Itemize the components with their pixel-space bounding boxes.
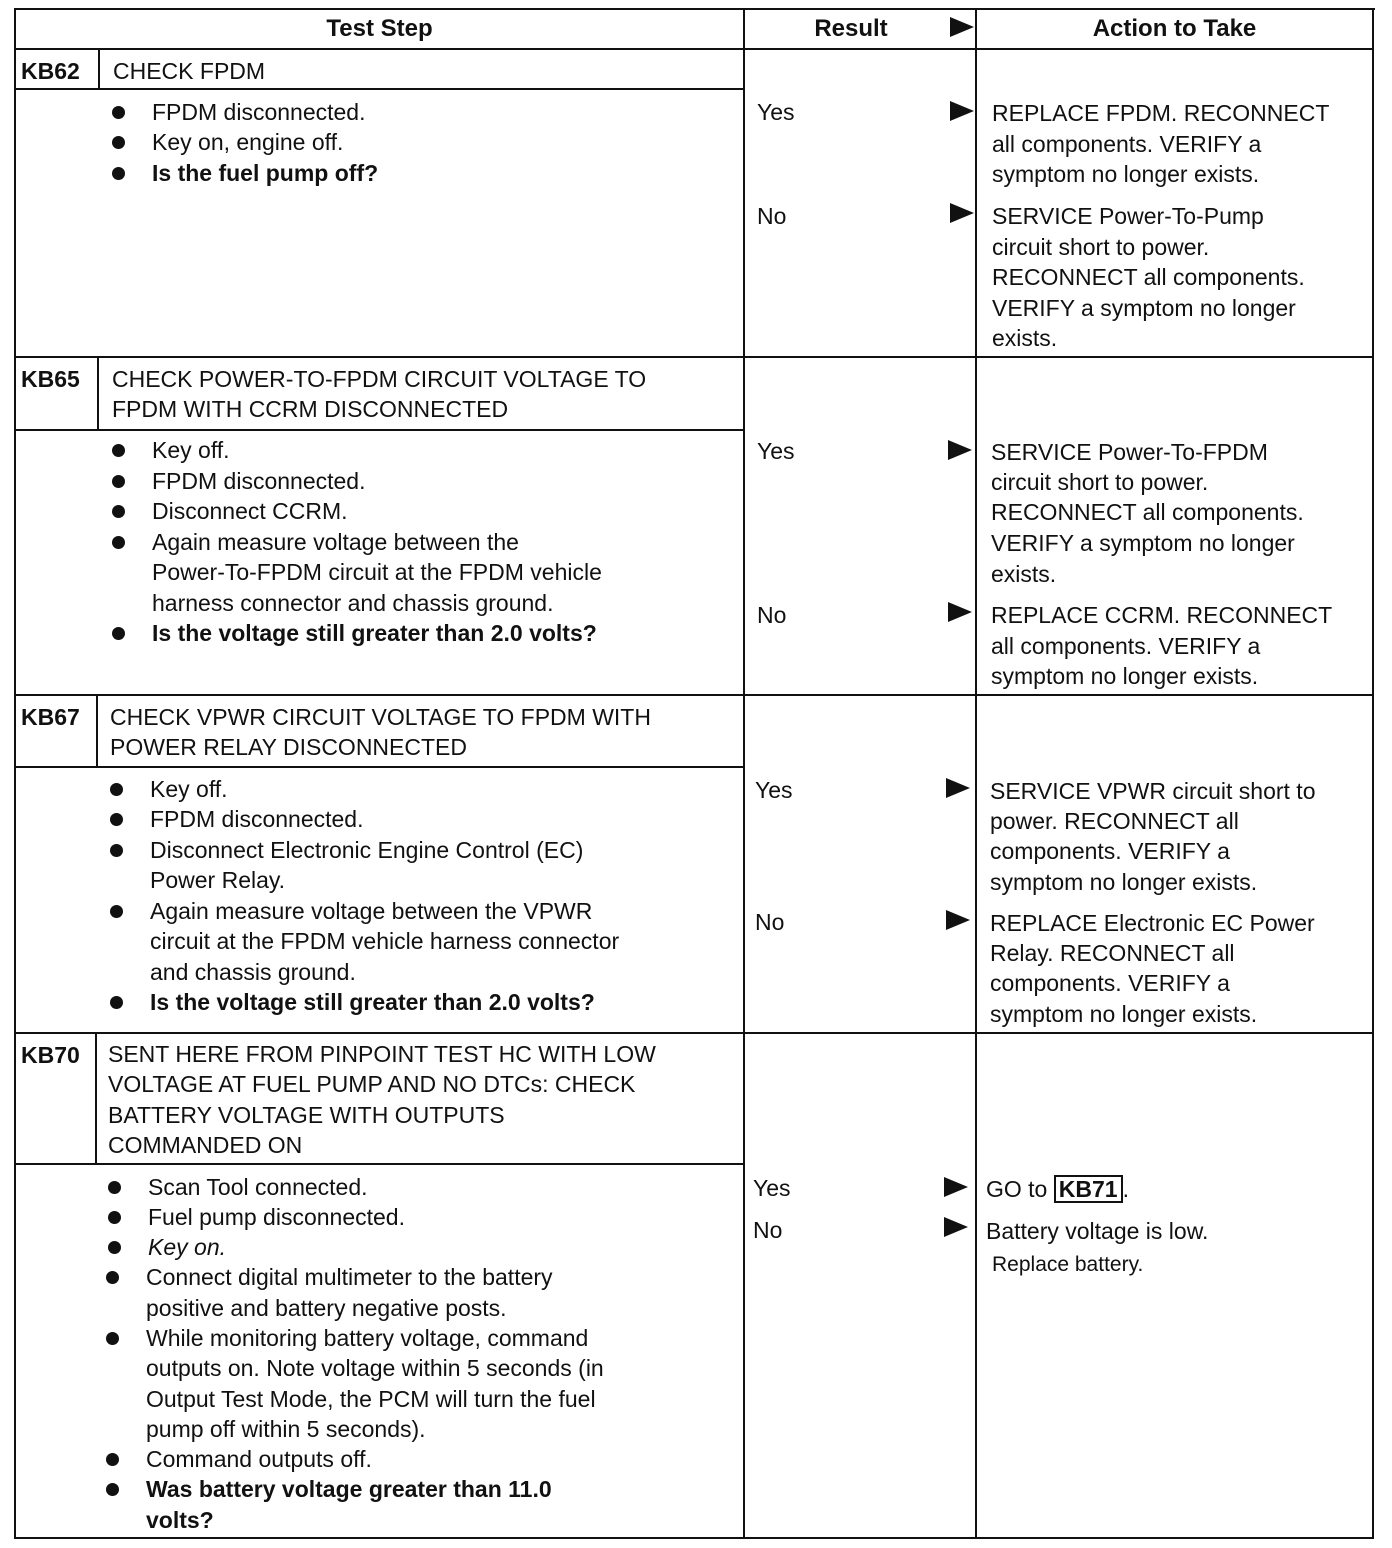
action-line: RECONNECT all components. <box>991 499 1304 525</box>
step-title: FPDM WITH CCRM DISCONNECTED <box>112 396 509 422</box>
bullet-icon <box>112 627 125 640</box>
section-divider <box>14 1032 1374 1034</box>
action-line: circuit short to power. <box>992 234 1210 260</box>
bullet-icon <box>112 106 125 119</box>
result-no: No <box>757 602 787 628</box>
step-question: Is the fuel pump off? <box>152 160 379 186</box>
action-line: RECONNECT all components. <box>992 264 1305 290</box>
bullet-icon <box>110 996 123 1009</box>
step-bullet: Power-To-FPDM circuit at the FPDM vehicle <box>152 559 602 585</box>
action-line: exists. <box>991 561 1057 587</box>
step-question: volts? <box>146 1507 214 1533</box>
bullet-icon <box>110 844 123 857</box>
action-line: symptom no longer exists. <box>992 161 1260 187</box>
step-bullet: FPDM disconnected. <box>152 99 366 125</box>
step-title: SENT HERE FROM PINPOINT TEST HC WITH LOW <box>108 1041 656 1067</box>
step-title: CHECK FPDM <box>113 58 266 84</box>
section-divider <box>14 694 1374 696</box>
step-title: CHECK POWER-TO-FPDM CIRCUIT VOLTAGE TO <box>112 366 647 392</box>
result-no: No <box>753 1217 783 1243</box>
action-line: all components. VERIFY a <box>992 131 1262 157</box>
action-line: REPLACE Electronic EC Power <box>990 910 1315 936</box>
step-bullet: Key on, engine off. <box>152 129 344 155</box>
step-bullet: Key off. <box>152 437 230 463</box>
bullet-icon <box>112 444 125 457</box>
col-divider-action <box>975 8 977 1539</box>
arrow-icon <box>944 1177 968 1197</box>
arrow-icon <box>946 778 970 798</box>
step-bullet: Again measure voltage between the <box>152 529 519 555</box>
step-bullet: Key on. <box>148 1234 226 1260</box>
bullet-icon <box>110 783 123 796</box>
step-bullet: Disconnect CCRM. <box>152 498 348 524</box>
step-title: COMMANDED ON <box>108 1132 303 1158</box>
table-border-top <box>14 8 1375 10</box>
id-cell-divider <box>96 694 98 768</box>
bullet-icon <box>112 136 125 149</box>
title-underline <box>14 429 743 431</box>
step-bullet: outputs on. Note voltage within 5 seconds (in <box>146 1355 604 1381</box>
bullet-icon <box>108 1211 121 1224</box>
result-no: No <box>757 203 787 229</box>
bullet-icon <box>106 1332 119 1345</box>
step-question: Is the voltage still greater than 2.0 volts? <box>152 620 597 646</box>
step-reference-link[interactable]: KB71 <box>1054 1175 1123 1203</box>
id-cell-divider <box>97 356 99 430</box>
action-line: VERIFY a symptom no longer <box>991 530 1295 556</box>
action-line: SERVICE Power-To-FPDM <box>991 439 1268 465</box>
bullet-icon <box>106 1483 119 1496</box>
step-bullet: positive and battery negative posts. <box>146 1295 507 1321</box>
result-yes: Yes <box>755 777 793 803</box>
bullet-icon <box>106 1453 119 1466</box>
action-line: VERIFY a symptom no longer <box>992 295 1296 321</box>
bullet-icon <box>110 813 123 826</box>
step-bullet: FPDM disconnected. <box>152 468 366 494</box>
title-underline <box>14 1163 743 1165</box>
step-id: KB70 <box>21 1042 80 1068</box>
action-period: . <box>1122 1176 1129 1202</box>
step-bullet: pump off within 5 seconds). <box>146 1416 426 1442</box>
title-underline <box>14 88 743 90</box>
action-line: Battery voltage is low. <box>986 1218 1209 1244</box>
table-border-right <box>1372 8 1374 1539</box>
step-bullet: Again measure voltage between the VPWR <box>150 898 593 924</box>
action-line: components. VERIFY a <box>990 838 1230 864</box>
step-bullet: Scan Tool connected. <box>148 1174 368 1200</box>
action-go-to: GO to <box>986 1176 1048 1202</box>
header-test-step: Test Step <box>326 15 433 42</box>
id-cell-divider <box>95 1032 97 1165</box>
table-border-bottom <box>14 1537 1374 1539</box>
action-line: all components. VERIFY a <box>991 633 1261 659</box>
action-line: Relay. RECONNECT all <box>990 940 1235 966</box>
action-line: REPLACE CCRM. RECONNECT <box>991 602 1333 628</box>
result-yes: Yes <box>753 1175 791 1201</box>
action-line: symptom no longer exists. <box>990 1001 1258 1027</box>
arrow-icon <box>944 1217 968 1237</box>
step-question: Is the voltage still greater than 2.0 volts? <box>150 989 595 1015</box>
action-line: circuit short to power. <box>991 469 1209 495</box>
step-id: KB65 <box>21 366 80 392</box>
bullet-icon <box>112 475 125 488</box>
bullet-icon <box>108 1241 121 1254</box>
bullet-icon <box>108 1181 121 1194</box>
arrow-icon <box>946 910 970 930</box>
step-bullet: and chassis ground. <box>150 959 356 985</box>
step-title: BATTERY VOLTAGE WITH OUTPUTS <box>108 1102 505 1128</box>
action-line: exists. <box>992 325 1058 351</box>
bullet-icon <box>106 1271 119 1284</box>
header-arrow-icon <box>950 17 974 37</box>
table-border-left <box>14 8 16 1539</box>
step-id: KB67 <box>21 704 80 730</box>
header-divider <box>14 48 1374 50</box>
arrow-icon <box>948 440 972 460</box>
bullet-icon <box>112 536 125 549</box>
action-line: symptom no longer exists. <box>991 663 1259 689</box>
bullet-icon <box>110 905 123 918</box>
title-underline <box>14 766 743 768</box>
action-line: symptom no longer exists. <box>990 869 1258 895</box>
step-title: CHECK VPWR CIRCUIT VOLTAGE TO FPDM WITH <box>110 704 651 730</box>
id-cell-divider <box>98 48 100 90</box>
action-line: REPLACE FPDM. RECONNECT <box>992 100 1330 126</box>
action-line: SERVICE Power-To-Pump <box>992 203 1264 229</box>
arrow-icon <box>950 101 974 121</box>
step-bullet: Power Relay. <box>150 867 286 893</box>
step-bullet: Disconnect Electronic Engine Control (EC) <box>150 837 584 863</box>
header-result: Result <box>814 15 888 42</box>
step-bullet: harness connector and chassis ground. <box>152 590 554 616</box>
action-line: components. VERIFY a <box>990 970 1230 996</box>
action-line <box>986 1174 1129 1205</box>
arrow-icon <box>950 203 974 223</box>
arrow-icon <box>948 602 972 622</box>
step-bullet: circuit at the FPDM vehicle harness connector <box>150 928 620 954</box>
action-line: SERVICE VPWR circuit short to <box>990 778 1316 804</box>
step-bullet: Fuel pump disconnected. <box>148 1204 405 1230</box>
step-bullet: While monitoring battery voltage, command <box>146 1325 589 1351</box>
step-title: VOLTAGE AT FUEL PUMP AND NO DTCs: CHECK <box>108 1071 636 1097</box>
step-bullet: FPDM disconnected. <box>150 806 364 832</box>
header-action: Action to Take <box>1092 15 1257 42</box>
step-id: KB62 <box>21 58 80 84</box>
bullet-icon <box>112 167 125 180</box>
result-yes: Yes <box>757 99 795 125</box>
result-yes: Yes <box>757 438 795 464</box>
step-question: Was battery voltage greater than 11.0 <box>146 1476 552 1502</box>
bullet-icon <box>112 505 125 518</box>
step-bullet: Command outputs off. <box>146 1446 372 1472</box>
step-bullet: Key off. <box>150 776 228 802</box>
result-no: No <box>755 909 785 935</box>
step-bullet: Connect digital multimeter to the battery <box>146 1264 553 1290</box>
section-divider <box>14 356 1374 358</box>
col-divider-result <box>743 8 745 1539</box>
step-bullet: Output Test Mode, the PCM will turn the fuel <box>146 1386 596 1412</box>
action-line: power. RECONNECT all <box>990 808 1239 834</box>
action-line: Replace battery. <box>992 1253 1144 1276</box>
step-title: POWER RELAY DISCONNECTED <box>110 734 467 760</box>
